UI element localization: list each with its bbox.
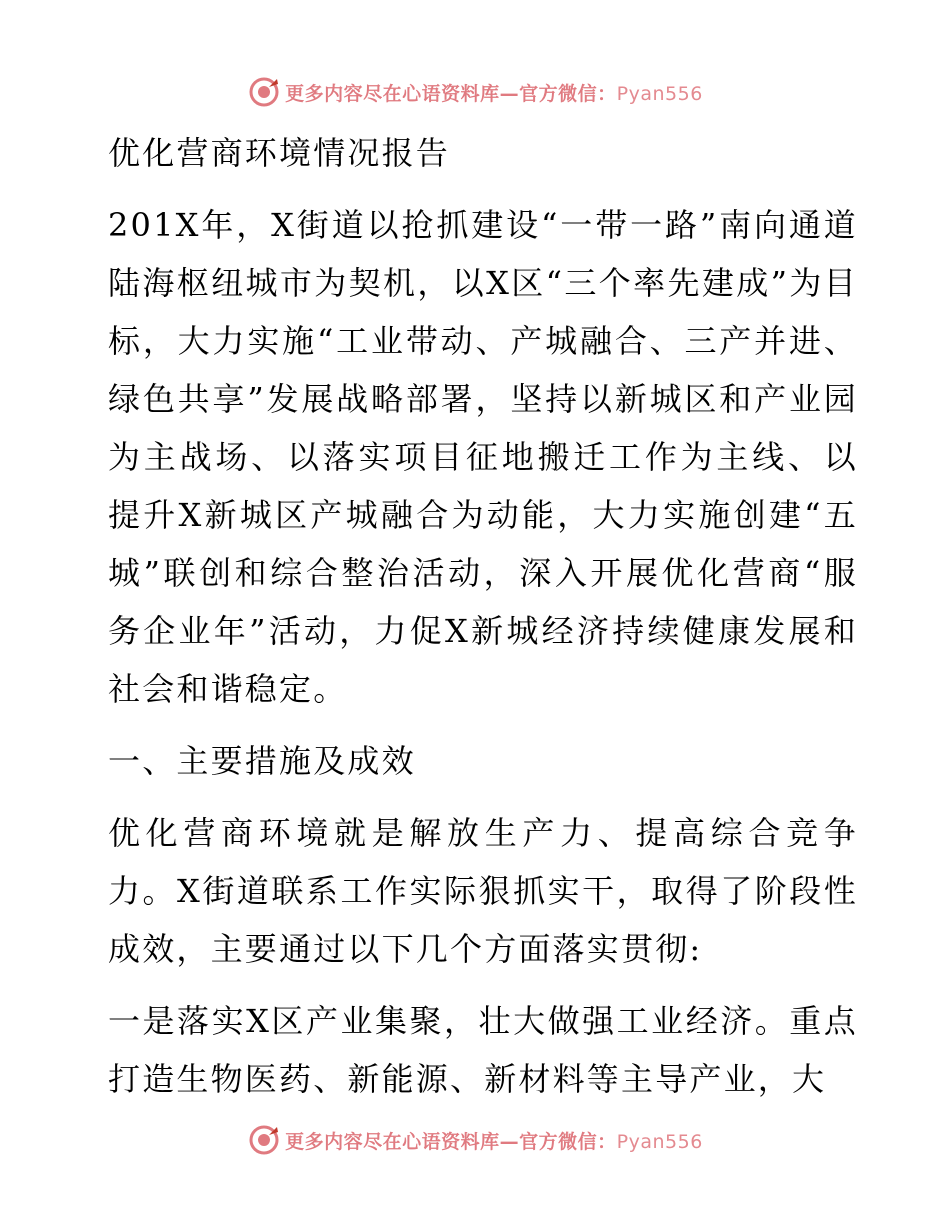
- watermark-text: 更多内容尽在心语资料库—官方微信：Pyan556: [285, 1130, 703, 1153]
- paragraph-measures: 优化营商环境就是解放生产力、提高综合竞争力。X街道联系工作实际狠抓实干，取得了阶段性成效，主要通过以下几个方面落实贯彻:: [108, 814, 858, 968]
- section-heading: 一、主要措施及成效: [108, 742, 416, 780]
- document-title: 优化营商环境情况报告: [108, 134, 451, 172]
- watermark-text: 更多内容尽在心语资料库—官方微信：Pyan556: [285, 82, 703, 105]
- paragraph-point-one: 一是落实X区产业集聚，壮大做强工业经济。重点打造生物医药、新能源、新材料等主导产业，大: [108, 1002, 858, 1098]
- logo-icon: [247, 75, 281, 109]
- document-body: [98, 124, 858, 1108]
- header-watermark: [0, 72, 950, 112]
- paragraph-intro: 201X年，X街道以抢抓建设“一带一路”南向通道陆海枢纽城市为契机，以X区“三个率先建成”为目标，大力实施“工业带动、产城融合、三产并进、绿色共享”发展战略部署，坚持以新城区和产业园为主战场、以落实项目征地搬迁工作为主线、以提升X新城区产城融合为动能，大力实施创建“五城”联创和综合整治活动，深入开展优化营商“服务企业年”活动，力促X新城经济持续健康发展和社会和谐稳定。: [108, 206, 858, 708]
- logo-icon: [247, 1123, 281, 1157]
- footer-watermark: [0, 1120, 950, 1160]
